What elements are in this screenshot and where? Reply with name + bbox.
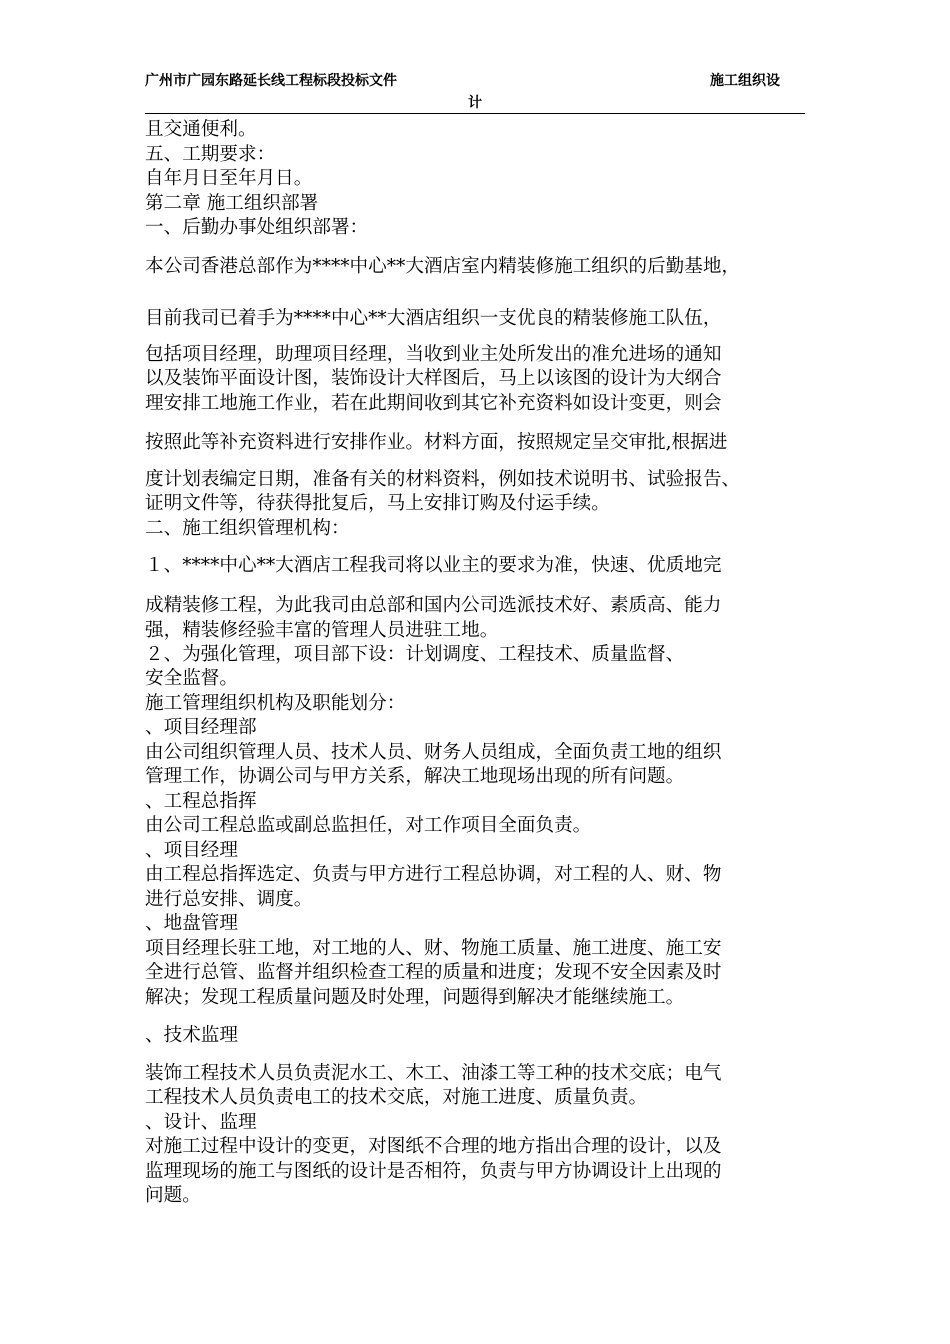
text-line: 由公司组织管理人员、技术人员、财务人员组成，全面负责工地的组织 [145,742,722,763]
text-line: 施工管理组织机构及职能划分： [145,693,406,714]
text-line: 成精装修工程，为此我司由总部和国内公司选派技术好、素质高、能力 [145,595,722,616]
text-line: 由公司工程总监或副总监担任，对工作项目全面负责。 [145,815,592,836]
text-line: 度计划表编定日期，准备有关的材料资料，例如技术说明书、试验报告、 [145,469,741,490]
text-line: 五、工期要求： [145,144,276,165]
text-line: 包括项目经理，助理项目经理，当收到业主处所发出的准允进场的通知 [145,344,722,365]
text-line: 问题。 [145,1185,201,1206]
text-line: 进行总安排、调度。 [145,889,313,910]
text-line: 、地盘管理 [145,913,238,934]
text-line: 自年月日至年月日。 [145,168,313,189]
text-line: 装饰工程技术人员负责泥水工、木工、油漆工等工种的技术交底；电气 [145,1063,722,1084]
text-line: 二、施工组织管理机构： [145,518,350,539]
text-line: １、****中心**大酒店工程我司将以业主的要求为准，快速、优质地完 [145,555,722,576]
text-line: 理安排工地施工作业，若在此期间收到其它补充资料如设计变更，则会 [145,393,722,414]
text-line: 目前我司已着手为****中心**大酒店组织一支优良的精装修施工队伍， [145,308,722,329]
text-line: 工程技术人员负责电工的技术交底，对施工进度、质量负责。 [145,1087,648,1108]
text-line: 证明文件等，待获得批复后，马上安排订购及付运手续。 [145,493,610,514]
text-line: 第二章 施工组织部署 [145,193,319,214]
text-line: 、工程总指挥 [145,791,257,812]
text-line: 管理工作，协调公司与甲方关系，解决工地现场出现的所有问题。 [145,766,685,787]
text-line: 强，精装修经验丰富的管理人员进驻工地。 [145,620,499,641]
text-line: 按照此等补充资料进行安排作业。材料方面，按照规定呈交审批,根据进 [145,432,728,453]
text-line: 由工程总指挥选定、负责与甲方进行工程总协调，对工程的人、财、物 [145,864,722,885]
text-line: 监理现场的施工与图纸的设计是否相符，负责与甲方协调设计上出现的 [145,1161,722,1182]
text-line: 解决；发现工程质量问题及时处理，问题得到解决才能继续施工。 [145,987,685,1008]
text-line: 本公司香港总部作为****中心**大酒店室内精装修施工组织的后勤基地， [145,256,741,277]
text-line: 、项目经理 [145,840,238,861]
text-line: 以及装饰平面设计图，装饰设计大样图后，马上以该图的设计为大纲合 [145,368,722,389]
header-title: 广州市广园东路延长线工程标段投标文件 [145,73,397,89]
header-section: 施工组织设 [710,73,780,89]
header-rule [145,113,805,114]
text-line: 对施工过程中设计的变更，对图纸不合理的地方指出合理的设计，以及 [145,1136,722,1157]
text-line: 项目经理长驻工地，对工地的人、财、物施工质量、施工进度、施工安 [145,938,722,959]
text-line: 安全监督。 [145,668,238,689]
text-line: 、项目经理部 [145,717,257,738]
text-line: 一、后勤办事处组织部署： [145,217,369,238]
text-line: ２、为强化管理，项目部下设：计划调度、工程技术、质量监督、 [145,644,685,665]
text-line: 、技术监理 [145,1025,238,1046]
text-line: 且交通便利。 [145,119,257,140]
text-line: 、设计、监理 [145,1112,257,1133]
text-line: 全进行总管、监督并组织检查工程的质量和进度；发现不安全因素及时 [145,962,722,983]
header-section-wrap: 计 [468,95,482,111]
